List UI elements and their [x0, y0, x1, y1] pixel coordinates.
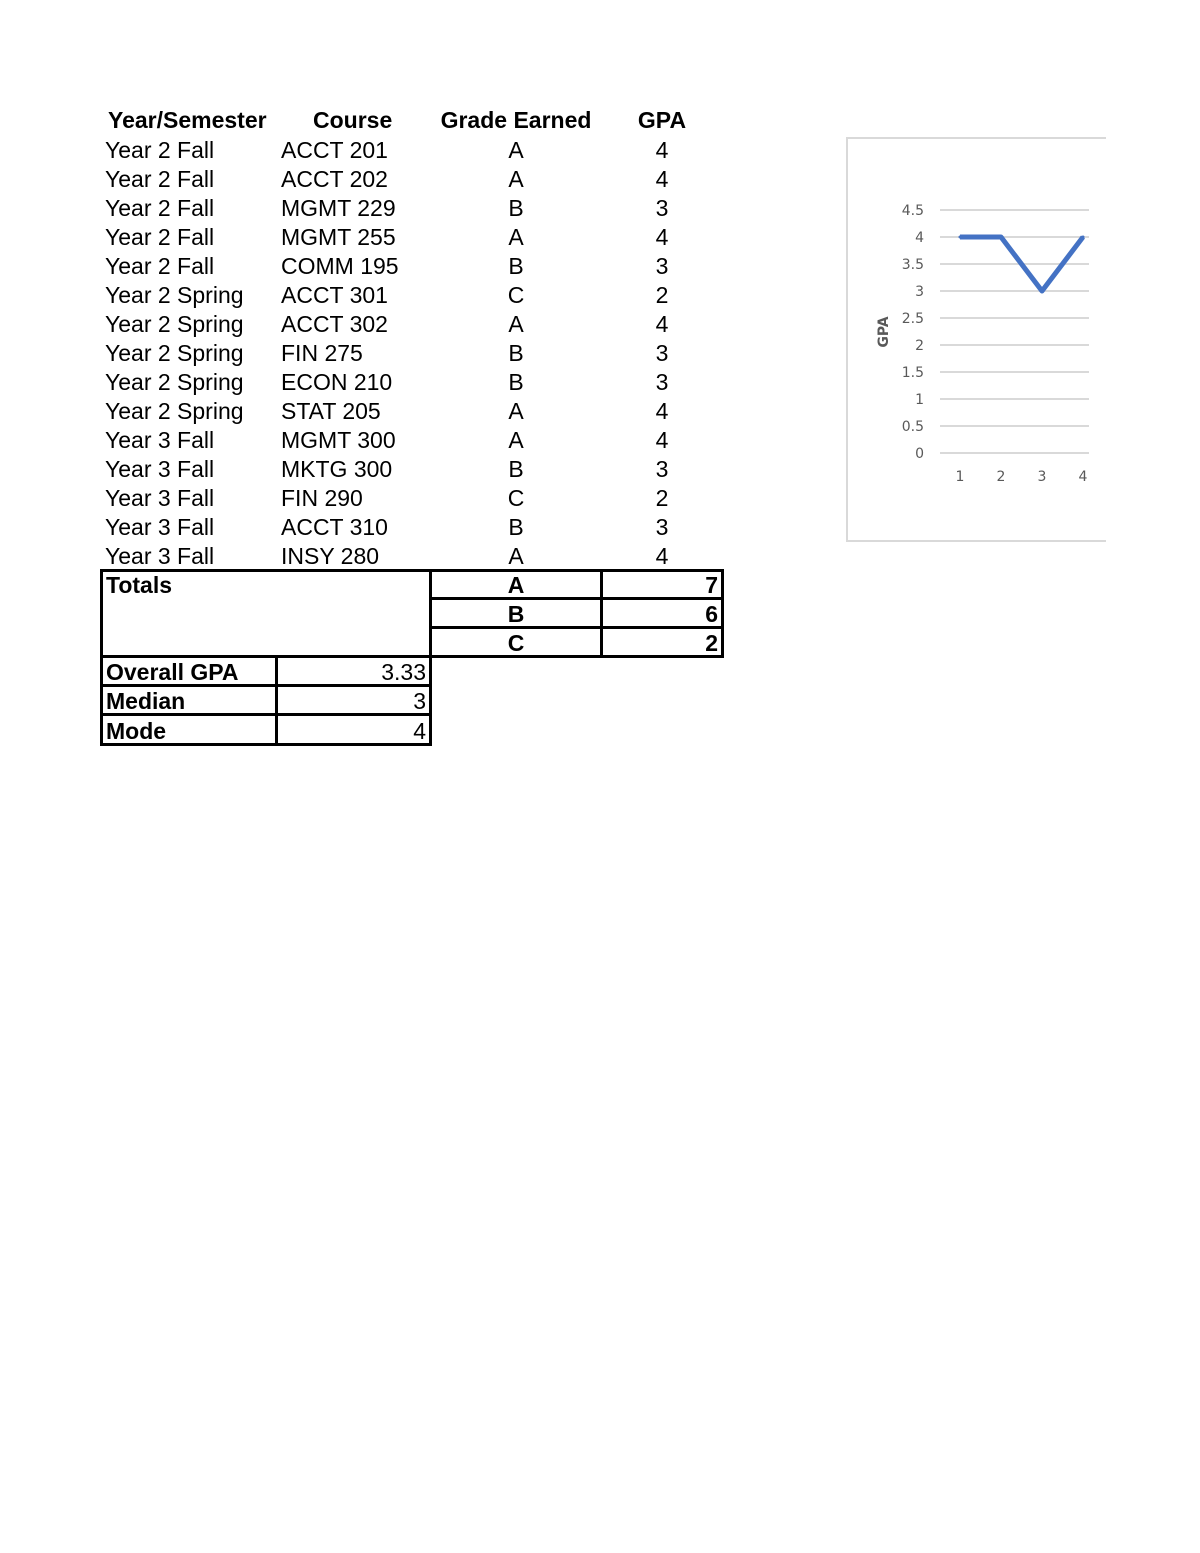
- cell-semester: Year 3 Fall: [105, 456, 215, 482]
- cell-grade: A: [508, 166, 524, 192]
- table-row: [0, 542, 760, 571]
- cell-gpa: 3: [655, 195, 669, 221]
- cell-gpa: 4: [655, 137, 669, 163]
- cell-gpa: 4: [655, 166, 669, 192]
- cell-gpa: 3: [655, 456, 669, 482]
- table-row: [0, 252, 760, 281]
- cell-grade: B: [508, 340, 524, 366]
- cell-course: INSY 280: [281, 543, 380, 569]
- cell-semester: Year 2 Fall: [105, 137, 215, 163]
- y-tick-label: 1.5: [901, 365, 924, 381]
- table-row: [0, 397, 760, 426]
- overall-gpa-value: 3.33: [381, 659, 426, 685]
- cell-course: MGMT 300: [281, 427, 396, 453]
- totals-label-cell: [100, 569, 432, 658]
- cell-semester: Year 3 Fall: [105, 485, 215, 511]
- cell-grade: B: [508, 369, 524, 395]
- mode-value: 4: [413, 718, 426, 744]
- cell-grade: A: [508, 543, 524, 569]
- header-year-semester: Year/Semester: [108, 107, 267, 133]
- gpa-data-point: [1082, 236, 1085, 239]
- totals-label: Totals: [106, 572, 173, 598]
- cell-grade: A: [508, 137, 524, 163]
- table-row: [0, 339, 760, 368]
- y-tick-label: 0: [915, 446, 924, 462]
- cell-grade: A: [508, 398, 524, 424]
- cell-course: FIN 275: [281, 340, 363, 366]
- median-label-cell: [100, 684, 278, 716]
- cell-course: COMM 195: [281, 253, 399, 279]
- totals-grade-a: A: [507, 572, 525, 598]
- cell-course: FIN 290: [281, 485, 363, 511]
- cell-gpa: 3: [655, 369, 669, 395]
- totals-grade-cell-b: [429, 597, 603, 629]
- cell-semester: Year 2 Spring: [105, 369, 244, 395]
- cell-grade: A: [508, 224, 524, 250]
- cell-grade: B: [508, 195, 524, 221]
- table-row: [0, 165, 760, 194]
- cell-grade: A: [508, 311, 524, 337]
- table-row: [0, 513, 760, 542]
- cell-gpa: 3: [655, 514, 669, 540]
- table-row: [0, 455, 760, 484]
- cell-gpa: 2: [655, 485, 669, 511]
- cell-course: MGMT 255: [281, 224, 396, 250]
- mode-label-cell: [100, 713, 278, 746]
- table-row: [0, 223, 760, 252]
- totals-grade-c: C: [507, 630, 525, 656]
- cell-semester: Year 2 Spring: [105, 311, 244, 337]
- y-tick-label: 1: [915, 392, 924, 408]
- table-row: [0, 484, 760, 513]
- cell-gpa: 4: [655, 427, 669, 453]
- totals-count-b: 6: [705, 601, 718, 627]
- cell-course: MKTG 300: [281, 456, 393, 482]
- cell-gpa: 3: [655, 253, 669, 279]
- overall-gpa-label: Overall GPA: [106, 659, 239, 685]
- cell-course: ECON 210: [281, 369, 393, 395]
- cell-semester: Year 2 Fall: [105, 224, 215, 250]
- gpa-data-point: [959, 236, 962, 239]
- totals-grade-cell-c: [429, 626, 603, 658]
- mode-value-cell: [275, 713, 432, 746]
- x-tick-label: 4: [1078, 469, 1088, 485]
- median-value-cell: [275, 684, 432, 716]
- cell-semester: Year 3 Fall: [105, 427, 215, 453]
- cell-semester: Year 3 Fall: [105, 543, 215, 569]
- header-course: Course: [313, 107, 393, 133]
- cell-gpa: 3: [655, 340, 669, 366]
- cell-gpa: 4: [655, 398, 669, 424]
- x-tick-label: 3: [1037, 469, 1047, 485]
- totals-count-cell-b: [600, 597, 724, 629]
- cell-grade: A: [508, 427, 524, 453]
- totals-grade-b: B: [507, 601, 525, 627]
- cell-grade: B: [508, 456, 524, 482]
- totals-count-cell-a: [600, 569, 724, 600]
- table-row: [0, 136, 760, 165]
- cell-course: ACCT 301: [281, 282, 388, 308]
- cell-semester: Year 3 Fall: [105, 514, 215, 540]
- table-row: [0, 426, 760, 455]
- x-tick-label: 1: [955, 469, 965, 485]
- y-axis-title: GPA: [876, 316, 892, 348]
- totals-count-c: 2: [705, 630, 718, 656]
- cell-semester: Year 2 Spring: [105, 340, 244, 366]
- cell-course: ACCT 302: [281, 311, 388, 337]
- cell-grade: C: [507, 485, 525, 511]
- header-gpa: GPA: [637, 107, 687, 133]
- y-tick-label: 2: [915, 338, 924, 354]
- cell-grade: B: [508, 253, 524, 279]
- totals-count-cell-c: [600, 626, 724, 658]
- y-tick-label: 2.5: [901, 311, 924, 327]
- cell-gpa: 4: [655, 224, 669, 250]
- cell-gpa: 4: [655, 311, 669, 337]
- y-tick-label: 0.5: [901, 419, 924, 435]
- mode-label: Mode: [106, 718, 167, 744]
- totals-count-a: 7: [705, 572, 718, 598]
- y-tick-label: 3.5: [901, 257, 924, 273]
- cell-gpa: 2: [655, 282, 669, 308]
- cell-course: ACCT 201: [281, 137, 388, 163]
- gpa-data-point: [1000, 236, 1003, 239]
- x-tick-label: 2: [996, 469, 1006, 485]
- table-row: [0, 310, 760, 339]
- cell-course: ACCT 202: [281, 166, 388, 192]
- header-grade-earned: Grade Earned: [440, 107, 592, 133]
- gpa-data-point: [1041, 290, 1044, 293]
- table-row: [0, 194, 760, 223]
- table-row: [0, 281, 760, 310]
- cell-semester: Year 2 Fall: [105, 166, 215, 192]
- cell-semester: Year 2 Spring: [105, 282, 244, 308]
- gpa-line-chart: [846, 137, 1089, 542]
- cell-semester: Year 2 Fall: [105, 253, 215, 279]
- y-tick-label: 3: [915, 284, 924, 300]
- cell-gpa: 4: [655, 543, 669, 569]
- cell-semester: Year 2 Fall: [105, 195, 215, 221]
- y-tick-label: 4: [915, 230, 924, 246]
- median-label: Median: [106, 688, 186, 714]
- overall-gpa-value-cell: [275, 655, 432, 687]
- cell-course: STAT 205: [281, 398, 381, 424]
- cell-course: ACCT 310: [281, 514, 388, 540]
- overall-gpa-label-cell: [100, 655, 278, 687]
- y-tick-label: 4.5: [901, 203, 924, 219]
- cell-course: MGMT 229: [281, 195, 396, 221]
- cell-grade: C: [507, 282, 525, 308]
- cell-grade: B: [508, 514, 524, 540]
- cell-semester: Year 2 Spring: [105, 398, 244, 424]
- median-value: 3: [413, 688, 426, 714]
- table-row: [0, 368, 760, 397]
- totals-grade-cell-a: [429, 569, 603, 600]
